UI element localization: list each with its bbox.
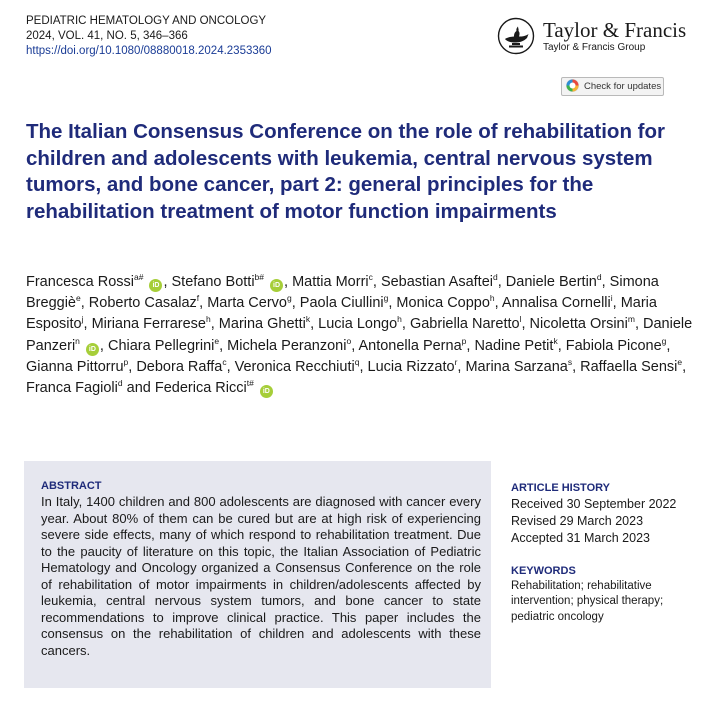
lamp-icon: [497, 17, 535, 55]
author-list: Francesca Rossi$^{a\#}$iD , Stefano Botti$^{b\#}$iD , Mattia Morri$^c$, Sebastian Asaftei$^d$, Daniele Bertin$^d$, Simona Breggiè$^e$, Roberto Casalaz$^f$, Marta Cervo$^g$, Paola Ciullini$^g$, Monica Coppo$^h$, Annalisa Cornelli$^i$, Maria Esposito$^j$, Miriana Ferrarese$^h$, Marina Ghetti$^k$, Lucia Longo$^h$, Gabriella Naretto$^l$, Nicoletta Orsini$^m$, Daniele Panzeri$^n$iD , Chiara Pellegrini$^e$, Michela Peranzoni$^o$, Antonella Perna$^p$, Nadine Petit$^k$, Fabiola Picone$^g$, Gianna Pittorru$^p$, Debora Raffa$^c$, Veronica Recchiuti$^q$, Lucia Rizzato$^r$, Marina Sarzana$^s$, Raffaella Sensi$^e$, Franca Fagioli$^d$ and Federica Ricci$^{t\#}$iD: [26, 272, 693, 397]
author-affiliation: i: [610, 293, 613, 304]
author-name: Marina Ghetti: [218, 316, 306, 333]
author[interactable]: [136, 356, 227, 375]
journal-name: PEDIATRIC HEMATOLOGY AND ONCOLOGY: [26, 15, 267, 27]
author[interactable]: [219, 316, 310, 332]
author-affiliation: d: [596, 272, 602, 282]
author-name: Roberto Casalaz: [88, 295, 197, 312]
author-name: Franca Fagioli: [26, 380, 118, 397]
author-affiliation: p: [123, 356, 129, 367]
author-affiliation: r: [454, 356, 458, 367]
author[interactable]: [107, 335, 220, 354]
author-name: Veronica Recchiuti: [234, 358, 355, 375]
author-affiliation: m: [627, 314, 635, 325]
orcid-icon[interactable]: iD: [149, 279, 162, 292]
author-affiliation: g: [661, 335, 667, 346]
author-affiliation: e: [75, 293, 81, 304]
orcid-icon[interactable]: iD: [270, 279, 283, 292]
author[interactable]: [155, 380, 274, 396]
author-name: Raffaella Sensi: [580, 358, 678, 375]
author-name: Antonella Perna: [358, 337, 462, 354]
author-name: Lucia Rizzato: [367, 358, 455, 375]
author[interactable]: [410, 316, 522, 332]
author-affiliation: l: [519, 314, 522, 325]
check-for-updates-label: Check for updates: [584, 81, 662, 92]
author[interactable]: [207, 295, 292, 311]
author-name: Paola Ciullini: [299, 295, 384, 312]
author-name: Sebastian Asaftei: [380, 274, 493, 290]
author-name: Maria Esposito: [26, 295, 657, 333]
keywords-heading: KEYWORDS: [511, 564, 576, 577]
author-name: Mattia Morri: [292, 274, 369, 290]
orcid-icon[interactable]: iD: [86, 343, 99, 356]
author-affiliation: q: [354, 356, 360, 367]
author-name: Daniele Panzeri: [26, 316, 693, 354]
author[interactable]: [381, 274, 498, 290]
author-affiliation: h: [206, 314, 211, 325]
author-affiliation: e: [677, 356, 683, 367]
author-name: Michela Peranzoni: [227, 337, 347, 354]
author[interactable]: [530, 316, 635, 332]
author-name: Gabriella Naretto: [409, 316, 520, 333]
orcid-icon[interactable]: iD: [260, 385, 273, 398]
abstract-heading: ABSTRACT: [41, 480, 102, 492]
author-affiliation: n: [75, 335, 80, 346]
author-affiliation: g: [383, 293, 389, 304]
author-affiliation: c: [222, 356, 227, 367]
crossmark-icon: [566, 79, 584, 95]
article-sidebar: [511, 482, 686, 625]
author[interactable]: [234, 356, 360, 375]
author[interactable]: [506, 274, 602, 290]
author-name: Nadine Petit: [474, 337, 554, 354]
author-name: Federica Ricci: [154, 380, 247, 397]
author[interactable]: [465, 356, 573, 375]
author[interactable]: [227, 335, 352, 354]
author[interactable]: [580, 356, 683, 375]
author-name: Monica Coppo: [396, 295, 490, 312]
received-date: Received 30 September 2022: [511, 497, 677, 511]
author-affiliation: h: [397, 314, 402, 325]
abstract-box: [24, 461, 491, 688]
article-history-heading: ARTICLE HISTORY: [511, 482, 611, 494]
check-for-updates-button[interactable]: [561, 77, 664, 96]
author-affiliation: f: [196, 293, 200, 304]
author[interactable]: [565, 335, 667, 354]
author[interactable]: [26, 380, 123, 396]
author-name: Daniele Bertin: [505, 274, 597, 290]
author[interactable]: [292, 274, 373, 290]
publisher-name: Taylor & Francis: [543, 17, 687, 42]
author-affiliation: t#: [246, 378, 254, 389]
author-affiliation: k: [553, 335, 558, 346]
author[interactable]: [474, 335, 558, 354]
author-name: Francesca Rossi: [26, 274, 134, 290]
author-name: Annalisa Cornelli: [501, 295, 611, 312]
revised-date: Revised 29 March 2023: [511, 514, 644, 529]
author-name: Stefano Botti: [171, 274, 255, 290]
author-name: Nicoletta Orsini: [529, 316, 628, 333]
author-name: Fabiola Picone: [565, 337, 662, 354]
abstract-text: In Italy, 1400 children and 800 adolescents are diagnosed with cancer every year. About 80% of them can be cured but are at high risk of experiencing severe side effects, many of which respond to rehabilitation treatment. Due to the paucity of literature on this topic, the Italian Association of Pediatric Hematology and Oncology organized a Consensus Conference on the role of rehabilitation of motor impairments in children/adolescents affected by leukemia, central nervous system tumors, and bone cancer to state recommendations to improve clinical practice. This paper includes the consensus on the rehabilitation of children and adolescents with these cancers.: [41, 494, 481, 658]
author[interactable]: [358, 335, 467, 354]
author-affiliation: d: [117, 378, 123, 389]
author[interactable]: [26, 274, 163, 290]
author-affiliation: h: [489, 293, 495, 304]
journal-header: [26, 14, 272, 59]
publisher-group: Taylor & Francis Group: [543, 41, 646, 53]
author-name: Miriana Ferrarese: [91, 316, 206, 333]
author[interactable]: [172, 274, 285, 290]
author[interactable]: [92, 316, 211, 332]
author[interactable]: [396, 295, 494, 311]
author-affiliation: p: [461, 335, 467, 346]
author-affiliation: s: [567, 356, 573, 367]
author[interactable]: [502, 295, 613, 311]
author-affiliation: o: [346, 335, 352, 346]
author-affiliation: k: [305, 314, 311, 325]
author-name: Debora Raffa: [136, 358, 223, 375]
author-affiliation: e: [214, 335, 220, 346]
author-affiliation: g: [287, 293, 292, 304]
author[interactable]: [89, 295, 199, 311]
publisher-logo[interactable]: [497, 17, 686, 55]
author-name: Marina Sarzana: [465, 358, 568, 375]
keywords-text: Rehabilitation; rehabilitative intervention; physical therapy; pediatric oncology: [511, 579, 664, 623]
author-affiliation: a#: [133, 272, 144, 282]
author[interactable]: [300, 295, 389, 311]
doi-link[interactable]: https://doi.org/10.1080/08880018.2024.2353360: [26, 45, 272, 57]
volume-line: 2024, VOL. 41, NO. 5, 346–366: [26, 30, 188, 42]
author-affiliation: b#: [254, 272, 265, 282]
author-name: Simona Breggiè: [26, 274, 659, 312]
author-name: Marta Cervo: [207, 295, 287, 312]
author-name: Lucia Longo: [318, 316, 398, 333]
author[interactable]: [367, 356, 458, 375]
article-title: The Italian Consensus Conference on the role of rehabilitation for children and adolescents with leukemia, central nervous system tumors, and bone cancer, part 2: general principles for the rehabilitation treatment of motor function impairments: [26, 120, 665, 223]
author-affiliation: j: [81, 314, 84, 325]
author-affiliation: c: [368, 272, 373, 282]
author-name: Gianna Pittorru: [26, 358, 124, 375]
author-name: Chiara Pellegrini: [107, 337, 215, 354]
accepted-date: Accepted 31 March 2023: [511, 531, 650, 546]
author-affiliation: d: [493, 272, 498, 282]
author[interactable]: [318, 316, 402, 332]
author[interactable]: [26, 356, 129, 375]
